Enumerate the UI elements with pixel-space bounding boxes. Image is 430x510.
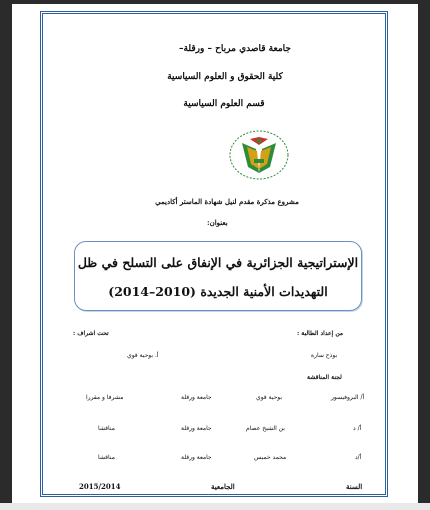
committee-university-3: جامعة ورقلة [181, 454, 212, 461]
committee-role-3: مناقشا [98, 454, 115, 461]
department-name: قسم العلوم السياسية [183, 99, 265, 109]
committee-title-1: أ/ البروفيسور [331, 394, 365, 401]
academic-label: الجامعية [211, 482, 235, 491]
viewer-right-border [418, 0, 430, 510]
supervision-label: تحت اشراف : [73, 330, 109, 337]
thesis-title-line2: التهديدات الأمنية الجديدة (2010–2014) [108, 284, 328, 299]
university-seal-icon [228, 129, 290, 181]
title-label: بعنوان: [207, 218, 228, 227]
thesis-title-box [74, 241, 362, 311]
faculty-name: كلية الحقوق و العلوم السياسية [167, 72, 283, 82]
academic-year: 2015/2014 [79, 482, 121, 491]
committee-university-2: جامعة ورقلة [181, 425, 212, 432]
student-name: بوذح سارة [311, 352, 338, 359]
viewer-bottom-strip [0, 503, 430, 510]
committee-title-3: أ/د [355, 454, 362, 461]
committee-role-1: مشرفا و مقررا [86, 394, 124, 401]
committee-role-2: مناقشا [98, 425, 115, 432]
committee-name-3: محمد خميس [254, 454, 287, 461]
committee-title-2: أ/ د [353, 425, 362, 432]
viewer-top-border [0, 0, 430, 4]
prepared-by-label: من إعداد الطالبة : [297, 330, 344, 337]
supervisor-name: أ. بوحية قوي [127, 352, 159, 359]
committee-name-2: بن الشيخ عصام [246, 425, 285, 432]
university-name: جامعة قاصدي مرباح – ورقلة– [179, 44, 291, 54]
committee-label: لجنة المناقشة [307, 374, 342, 381]
thesis-title-line1: الإستراتيجية الجزائرية في الإنفاق على التسلح في ظل [77, 255, 359, 270]
year-label: السنة [346, 482, 363, 491]
project-description: مشروع مذكرة مقدم لنيل شهادة الماستر أكاديمي [155, 197, 299, 206]
document-page [40, 11, 388, 497]
committee-name-1: بوحية قوي [256, 394, 283, 401]
viewer-left-border [0, 0, 12, 510]
committee-university-1: جامعة ورقلة [181, 394, 212, 401]
